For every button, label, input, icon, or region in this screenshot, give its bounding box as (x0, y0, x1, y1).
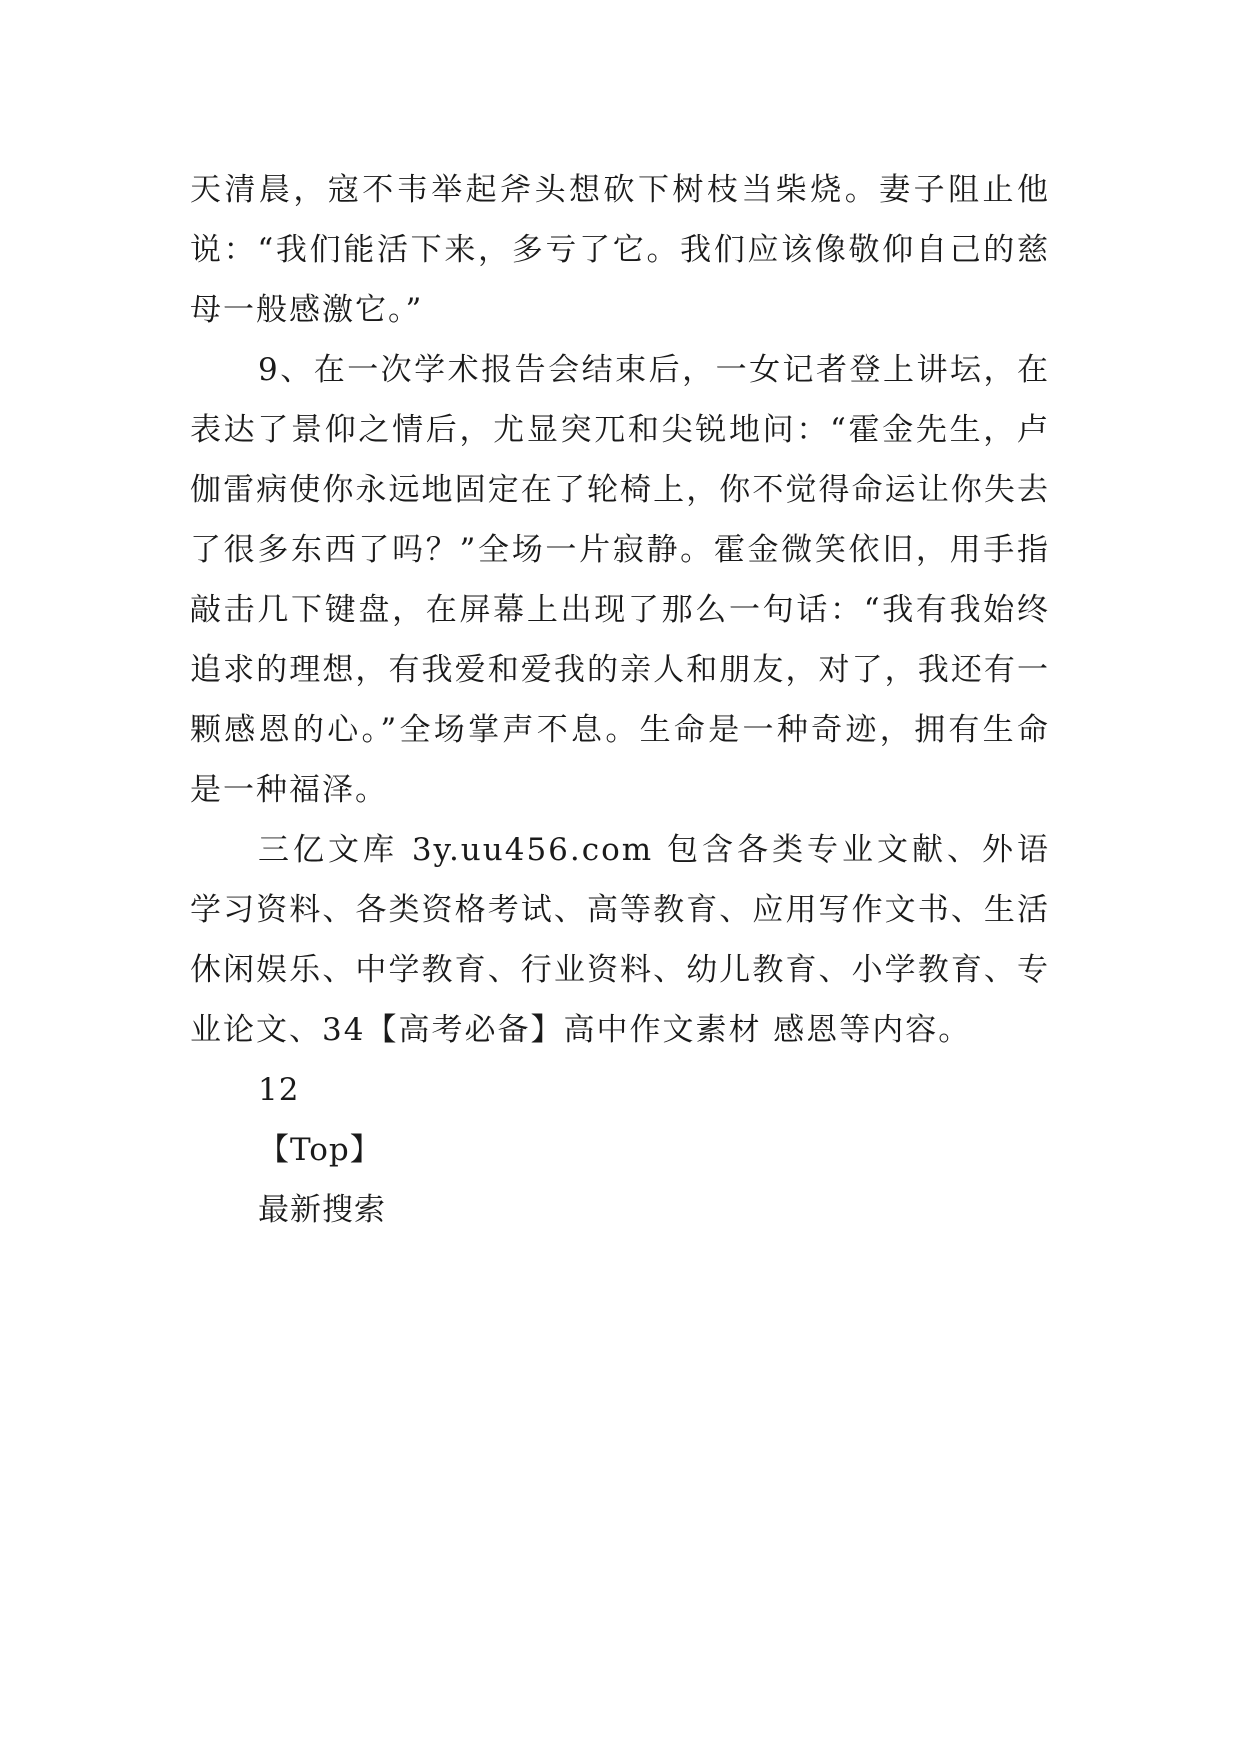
top-link[interactable]: 【Top】 (258, 1132, 382, 1168)
paragraph-story-8-tail: 天清晨，寇不韦举起斧头想砍下树枝当柴烧。妻子阻止他说：“我们能活下来，多亏了它。我们应该像敬仰自己的慈母一般感激它。” (190, 172, 1050, 328)
top-link-row (190, 1120, 1050, 1180)
latest-search-heading: 最新搜索 (258, 1192, 386, 1228)
pagination (190, 1060, 1050, 1120)
pagination-links[interactable]: 12 (258, 1072, 300, 1108)
document-page (190, 160, 1050, 1240)
paragraph-site-info: 三亿文库 3y.uu456.com 包含各类专业文献、外语学习资料、各类资格考试、高等教育、应用写作文书、生活休闲娱乐、中学教育、行业资料、幼儿教育、小学教育、专业论文、34【高考必备】高中作文素材 感恩等内容。 (190, 832, 1050, 1048)
paragraph-story-9: 9、在一次学术报告会结束后，一女记者登上讲坛，在表达了景仰之情后，尤显突兀和尖锐地问：“霍金先生，卢伽雷病使你永远地固定在了轮椅上，你不觉得命运让你失去了很多东西了吗？”全场一片寂静。霍金微笑依旧，用手指敲击几下键盘，在屏幕上出现了那么一句话：“我有我始终追求的理想，有我爱和爱我的亲人和朋友，对了，我还有一颗感恩的心。”全场掌声不息。生命是一种奇迹，拥有生命是一种福泽。 (190, 352, 1050, 808)
